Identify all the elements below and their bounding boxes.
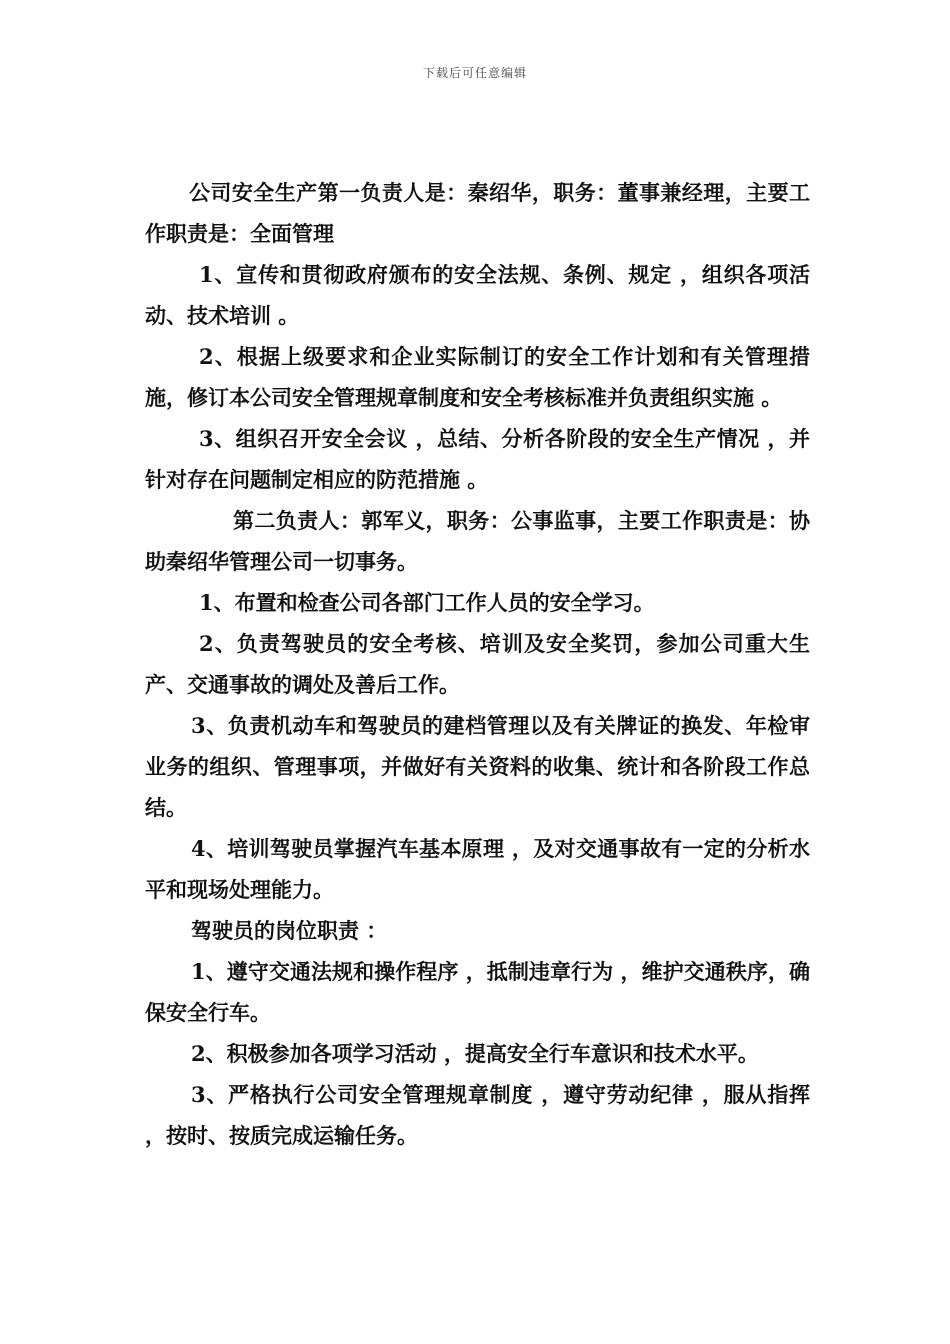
paragraph-second-duty-3: 3、负责机动车和驾驶员的建档管理以及有关牌证的换发、年检审业务的组织、管理事项，并做好有关资料的收集、统计和各阶段工作总结。 (145, 713, 810, 820)
paragraph-second-duty-2: 2、负责驾驶员的安全考核、培训及安全奖罚，参加公司重大生产、交通事故的调处及善后工作。 (145, 631, 810, 697)
page-header-note: 下载后可任意编辑 (422, 66, 527, 80)
paragraph-driver-duty-2: 2、积极参加各项学习活动 ，提高安全行车意识和技术水平。 (191, 1041, 759, 1066)
paragraph-second-duty-4: 4、培训驾驶员掌握汽车基本原理 ，及对交通事故有一定的分析水平和现场处理能力。 (145, 836, 810, 902)
paragraph-driver-heading: 驾驶员的岗位职责 ： (191, 918, 388, 943)
paragraph-second-duty-1: 1、布置和检查公司各部门工作人员的安全学习。 (199, 590, 655, 615)
paragraph-second-responsible: 第二负责人：郭军义，职务：公事监事，主要工作职责是：协助秦绍华管理公司一切事务。 (145, 508, 810, 574)
paragraph-driver-duty-3: 3、严格执行公司安全管理规章制度 ，遵守劳动纪律 ，服从指挥 ，按时、按质完成运输任务。 (145, 1082, 810, 1148)
paragraph-driver-duty-1: 1、遵守交通法规和操作程序 ，抵制违章行为 ，维护交通秩序，确保安全行车。 (145, 959, 810, 1025)
paragraph-duty-2: 2、根据上级要求和企业实际制订的安全工作计划和有关管理措施，修订本公司安全管理规章制度和安全考核标准并负责组织实施 。 (145, 344, 810, 410)
paragraph-first-responsible: 公司安全生产第一负责人是：秦绍华，职务：董事兼经理，主要工作职责是：全面管理 (145, 180, 810, 246)
paragraph-duty-3: 3、组织召开安全会议 ，总结、分析各阶段的安全生产情况 ，并针对存在问题制定相应的防范措施 。 (145, 426, 810, 492)
paragraph-duty-1: 1、宣传和贯彻政府颁布的安全法规、条例、规定 ，组织各项活动、技术培训 。 (145, 262, 810, 328)
document-body (145, 172, 810, 1156)
